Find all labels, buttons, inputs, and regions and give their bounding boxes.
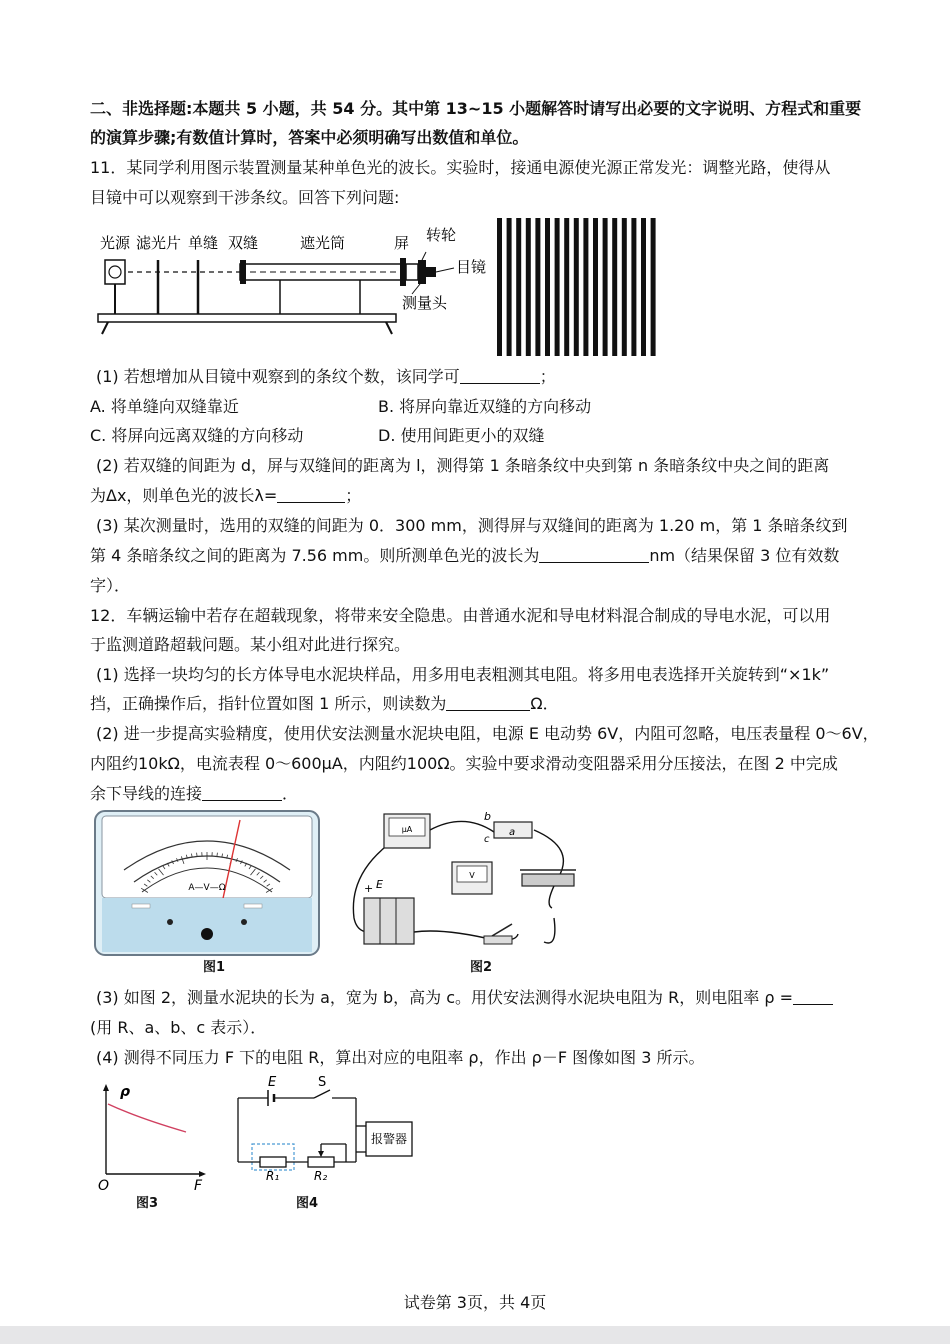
page-footer: 试卷第 3页，共 4页 (403, 1293, 547, 1312)
dark-fringe (564, 218, 569, 356)
q12-part1-line2: 挡，正确操作后，指针位置如图 1 所示，则读数为 Ω． (90, 694, 559, 713)
q12-part2-line2: 内阻约10kΩ，电流表程 0～600μA，内阻约100Ω。实验中要求滑动变阻器采用分压接法，在图 2 中完成 (90, 754, 838, 773)
fig2-voltmeter-label: V (469, 871, 475, 880)
figure3-rho-f-graph (98, 1082, 208, 1194)
fig2-label-E: E (376, 878, 383, 891)
scan-bottom-strip (0, 1326, 950, 1344)
dark-fringe (622, 218, 627, 356)
q12-part1-line1: (1) 选择一块均匀的长方体导电水泥块样品，用多用电表粗测其电阻。将多用电表选择开关旋转到“×1k” (96, 665, 830, 684)
q12-stem-line1: 12．车辆运输中若存在超载现象，将带来安全隐患。由普通水泥和导电材料混合制成的导电水泥，可以用 (90, 606, 831, 625)
section-heading-line2: 的演算步骤;有数值计算时，答案中必须明确写出数值和单位。 (90, 128, 529, 147)
label-wheel: 转轮 (426, 226, 457, 244)
fig4-alarm-label: 报警器 (370, 1132, 408, 1146)
figure4-caption: 图4 (296, 1196, 319, 1211)
fig4-label-R1: R₁ (266, 1169, 280, 1183)
label-double-slit: 双缝 (228, 234, 259, 252)
label-light-source: 光源 (100, 234, 131, 252)
q12-part3-line2: (用 R、a、b、c 表示）． (90, 1018, 267, 1037)
figure3-caption: 图3 (136, 1196, 159, 1211)
q11-part3-line3: 字）． (90, 576, 131, 595)
q11-option-a[interactable]: A. 将单缝向双缝靠近 (90, 397, 239, 416)
dark-fringe (574, 218, 579, 356)
label-measuring-head: 测量头 (402, 294, 448, 312)
figure1-multimeter (94, 810, 320, 958)
fig4-label-S: S (318, 1075, 327, 1090)
dark-fringe (507, 218, 512, 356)
q12-part2-answer-blank[interactable] (202, 784, 282, 801)
fig2-label-plus: + (364, 882, 374, 895)
figure1-caption: 图1 (203, 960, 226, 975)
q11-part2-answer-blank[interactable] (277, 486, 345, 503)
figure2-caption: 图2 (470, 960, 493, 975)
dial-tick (197, 853, 198, 857)
q11-part2-line1: (2) 若双缝的间距为 d，屏与双缝间的距离为 l，测得第 1 条暗条纹中央到第 n 条暗条纹中央之间的距离 (96, 456, 830, 475)
dark-fringe (631, 218, 636, 356)
dark-fringe (612, 218, 617, 356)
dark-fringe (583, 218, 588, 356)
dial-tick (217, 853, 218, 857)
fig2-label-a: a (509, 827, 516, 838)
q11-stem-line1: 11．某同学利用图示装置测量某种单色光的波长。实验时，接通电源使光源正常发光：调整光路，使得从 (90, 158, 831, 177)
dark-fringe (535, 218, 540, 356)
dark-fringe (545, 218, 550, 356)
double-slit-apparatus-diagram (90, 222, 490, 342)
rho-curve (108, 1104, 186, 1132)
dark-fringe (651, 218, 656, 356)
dark-fringe (641, 218, 646, 356)
dark-fringe (593, 218, 598, 356)
fig4-label-R2: R₂ (314, 1169, 328, 1183)
q11-part1-answer-blank[interactable] (460, 367, 540, 384)
q11-option-d[interactable]: D. 使用间距更小的双缝 (378, 426, 545, 445)
label-single-slit: 单缝 (188, 234, 219, 252)
q11-stem-line2: 目镜中可以观察到干涉条纹。回答下列问题: (90, 188, 400, 207)
dark-fringe (516, 218, 521, 356)
label-hood: 遮光筒 (300, 234, 346, 252)
section-heading-line1: 二、非选择题:本题共 5 小题，共 54 分。其中第 13~15 小题解答时请写出必要的文字说明、方程式和重要 (90, 99, 862, 118)
fig3-x-label: F (194, 1178, 203, 1194)
multimeter-scale-label: A—V—Ω (188, 883, 226, 893)
q11-part1: (1) 若想增加从目镜中观察到的条纹个数，该同学可 ； (96, 367, 556, 386)
dark-fringe (603, 218, 608, 356)
q11-option-b[interactable]: B. 将屏向靠近双缝的方向移动 (378, 397, 592, 416)
figure4-alarm-circuit (234, 1076, 414, 1186)
q12-stem-line2: 于监测道路超载问题。某小组对此进行探究。 (90, 635, 411, 654)
label-screen: 屏 (394, 234, 410, 252)
q11-option-c[interactable]: C. 将屏向远离双缝的方向移动 (90, 426, 304, 445)
label-filter: 滤光片 (136, 234, 182, 252)
q12-part2-line1: (2) 进一步提高实验精度，使用伏安法测量水泥块电阻，电源 E 电动势 6V，内阻可忽略，电压表量程 0～6V， (96, 724, 879, 743)
q11-part3-line2: 第 4 条暗条纹之间的距离为 7.56 mm。则所测单色光的波长为 nm（结果保留 3 位有效数 (90, 546, 840, 565)
q11-part3-answer-blank[interactable] (539, 546, 649, 563)
label-eyepiece: 目镜 (456, 258, 487, 276)
q12-part2-line3: 余下导线的连接 ． (90, 784, 299, 803)
fig4-label-E: E (268, 1075, 277, 1090)
fig3-origin: O (98, 1178, 110, 1194)
q11-part3-line1: (3) 某次测量时，选用的双缝的间距为 0．300 mm，测得屏与双缝间的距离为 1.20 m，第 1 条暗条纹到 (96, 516, 848, 535)
fig3-y-label: ρ (120, 1084, 131, 1100)
figure2-circuit (344, 808, 574, 958)
fig2-label-b: b (484, 810, 491, 823)
interference-fringes-image (493, 218, 659, 356)
q12-part3-line1: (3) 如图 2，测量水泥块的长为 a，宽为 b，高为 c。用伏安法测得水泥块电阻为 R，则电阻率 ρ = (96, 988, 833, 1008)
dark-fringe (526, 218, 531, 356)
q12-part4: (4) 测得不同压力 F 下的电阻 R，算出对应的电阻率 ρ，作出 ρ－F 图像如图 3 所示。 (96, 1048, 705, 1067)
dark-fringe (555, 218, 560, 356)
q11-part2-line2: 为Δx，则单色光的波长λ= ； (90, 486, 362, 505)
q12-part1-answer-blank[interactable] (446, 694, 530, 711)
dark-fringe (497, 218, 502, 356)
q12-part3-answer-blank[interactable] (793, 988, 833, 1005)
fig2-microammeter-label: μA (401, 825, 413, 834)
fig2-label-c: c (484, 834, 490, 845)
